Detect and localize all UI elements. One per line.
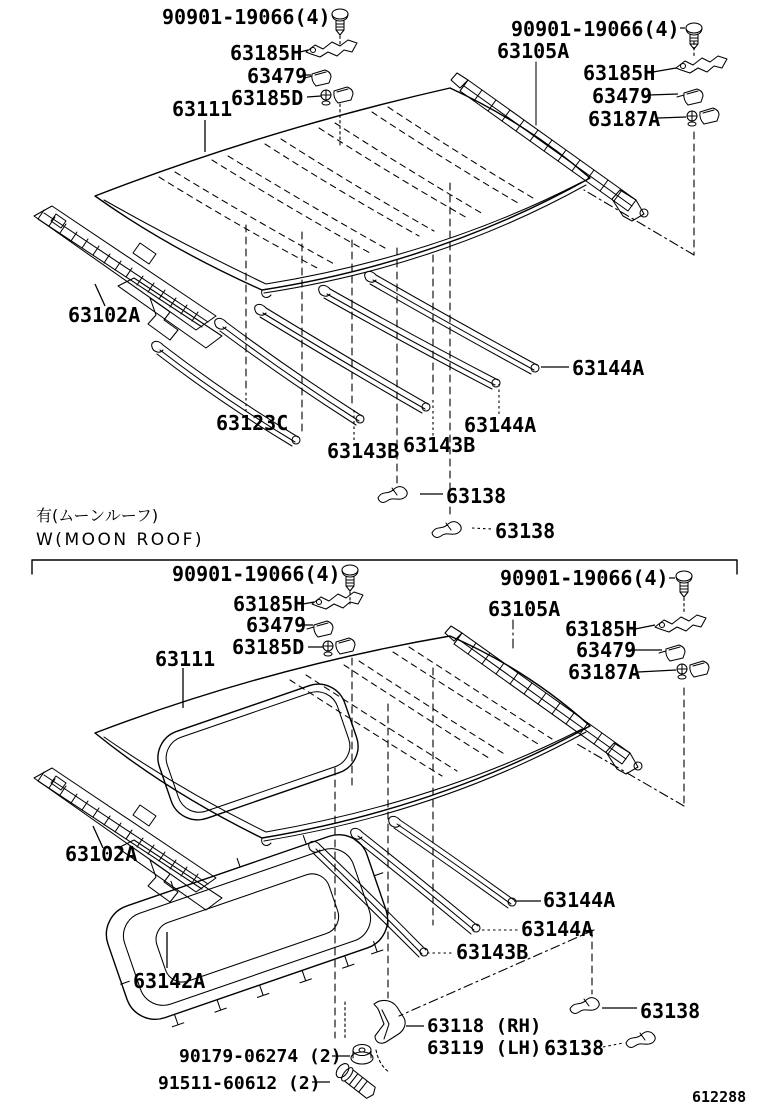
flange-nut-icon [351, 1045, 373, 1065]
note-japanese: 有(ムーンルーフ) [36, 506, 159, 525]
retainer-bracket-icon [306, 40, 357, 57]
part-label-63185H-bottom-right: 63185H [565, 617, 638, 641]
part-label-63143B-bottom: 63143B [456, 940, 529, 964]
part-label-90901-19066-top-left: 90901-19066(4) [162, 5, 331, 29]
part-label-63187A-top: 63187A [588, 107, 661, 131]
part-label-90901-19066-bottom-left: 90901-19066(4) [172, 562, 341, 586]
clip-icon [305, 70, 331, 86]
part-label-63142A: 63142A [133, 969, 206, 993]
bracket-63118-art [374, 1000, 405, 1043]
part-label-63138-top-2: 63138 [495, 519, 556, 543]
part-label-63185H-bottom-left: 63185H [233, 592, 306, 616]
part-label-63479-bottom-left: 63479 [246, 613, 307, 637]
clip-assembly-icon [687, 108, 719, 126]
flange-bolt-icon [686, 23, 702, 49]
flange-bolt-icon [332, 9, 348, 35]
part-label-63102A-top: 63102A [68, 303, 141, 327]
top-diagram-art [34, 5, 727, 543]
clip-63138-art-bottom-2 [626, 1032, 655, 1048]
part-label-63144A-bottom-1: 63144A [543, 888, 616, 912]
roof-rib-lines-top [159, 107, 533, 270]
part-label-63111-top: 63111 [172, 97, 233, 121]
part-label-63479-top-left: 63479 [247, 64, 308, 88]
clip-icon [659, 645, 685, 661]
part-label-63144A-top-1: 63144A [572, 356, 645, 380]
part-label-90179-06274: 90179-06274 (2) [179, 1046, 342, 1067]
part-label-63119-lh: 63119 (LH) [427, 1037, 542, 1059]
clip-assembly-icon [677, 661, 709, 679]
clip-63138-art-top-2 [432, 522, 461, 538]
part-label-63144A-bottom-2: 63144A [521, 917, 594, 941]
part-label-63105A-bottom: 63105A [488, 597, 561, 621]
roof-bow-art-bottom [309, 816, 516, 957]
part-label-63138-bottom-2: 63138 [544, 1036, 605, 1060]
part-label-63105A-top: 63105A [497, 39, 570, 63]
part-label-90901-19066-top-right: 90901-19066(4) [511, 17, 680, 41]
part-label-63143B-top-2: 63143B [403, 433, 476, 457]
part-label-63479-top-right: 63479 [592, 84, 653, 108]
part-label-63187A-bottom: 63187A [568, 660, 641, 684]
part-label-63123C-top: 63123C [216, 411, 289, 435]
part-label-63185H-top-right: 63185H [583, 61, 656, 85]
clip-icon [307, 621, 333, 637]
clip-assembly-icon [321, 87, 353, 105]
part-label-63138-top-1: 63138 [446, 484, 507, 508]
part-label-63185D-top: 63185D [231, 86, 304, 110]
part-label-63138-bottom-1: 63138 [640, 999, 701, 1023]
roof-rib-lines-bottom [290, 647, 552, 776]
clip-63138-art-top-1 [378, 487, 407, 503]
front-header-art-bottom [34, 768, 222, 910]
part-label-91511-60612: 91511-60612 (2) [158, 1073, 321, 1094]
bottom-diagram-art [34, 562, 709, 1101]
part-label-63185H-top-left: 63185H [230, 41, 303, 65]
part-label-63118-rh: 63118 (RH) [427, 1015, 542, 1037]
flange-bolt-icon [342, 565, 358, 591]
figure-code: 612288 [692, 1088, 747, 1106]
part-label-90901-19066-bottom-right: 90901-19066(4) [500, 566, 669, 590]
part-label-63102A-bottom: 63102A [65, 842, 138, 866]
clip-icon [677, 89, 703, 105]
retainer-bracket-icon [676, 56, 727, 73]
retainer-bracket-icon [312, 592, 363, 609]
roof-panel-art-top [95, 88, 590, 297]
flange-bolt-icon [676, 571, 692, 597]
part-label-63144A-top-2: 63144A [464, 413, 537, 437]
part-label-63111-bottom: 63111 [155, 647, 216, 671]
part-label-63143B-top-1: 63143B [327, 439, 400, 463]
part-label-63479-bottom-right: 63479 [576, 638, 637, 662]
clip-63138-art-bottom-1 [570, 998, 599, 1014]
hex-bolt-icon [334, 1061, 379, 1101]
note-moon-roof: W(MOON ROOF) [36, 530, 204, 550]
part-label-63185D-bottom: 63185D [232, 635, 305, 659]
clip-assembly-icon [323, 638, 355, 656]
retainer-bracket-icon [655, 615, 706, 632]
